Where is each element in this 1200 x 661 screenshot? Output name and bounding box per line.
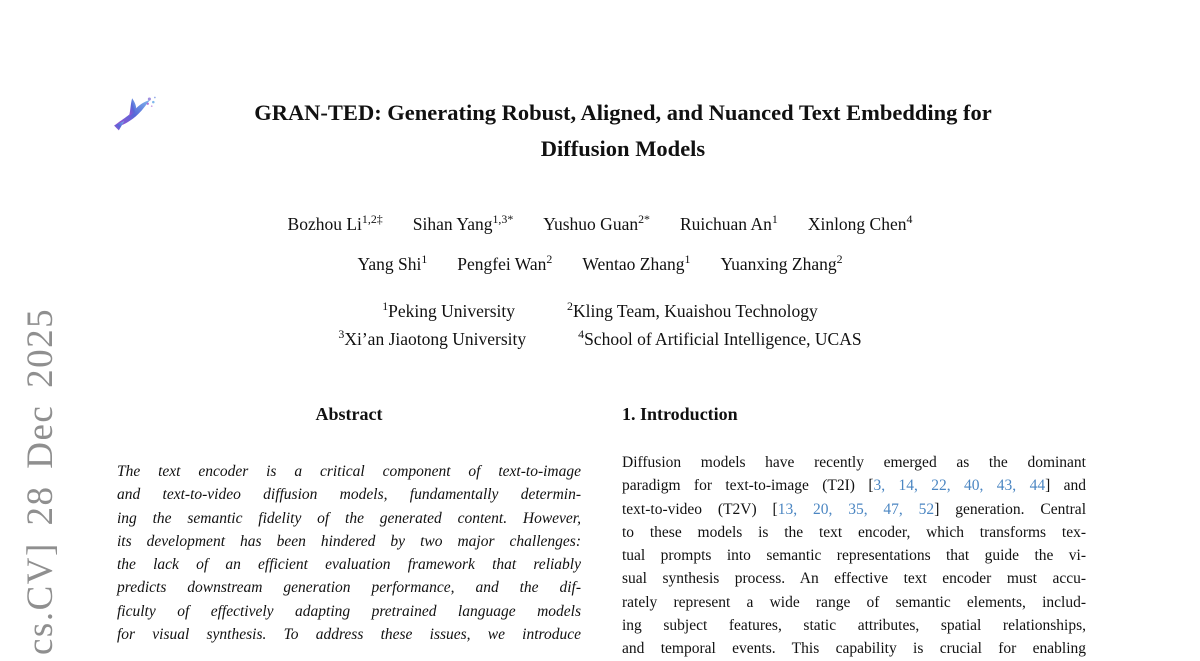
author-superscript: 4 xyxy=(906,212,913,227)
text-run: and temporal events. This capability is crucial for enabling xyxy=(622,640,1086,658)
introduction-line xyxy=(622,614,1086,637)
author-superscript: 1 xyxy=(421,252,428,267)
author-name: Yang Shi$^1$ xyxy=(357,252,428,274)
author-name: Pengfei Wan$^2$ xyxy=(457,252,553,274)
text-run: Diffusion models have recently emerged as the dominant xyxy=(622,454,1086,471)
abstract-line: and text-to-video diffusion models, fundamentally determin- xyxy=(117,486,581,504)
affiliation-item: $^2$Kling Team, Kuaishou Technology xyxy=(567,299,818,321)
introduction-line xyxy=(622,521,1086,544)
text-run: ] generation. Central xyxy=(934,500,1086,518)
affiliation-item: $^4$School of Artificial Intelligence, UCAS xyxy=(578,327,862,349)
text-run: ing subject features, static attributes, spatial relationships, xyxy=(622,617,1086,635)
author-block xyxy=(0,211,1200,277)
paper-title-line2: Diffusion Models xyxy=(540,136,706,161)
introduction-heading: 1. Introduction xyxy=(622,404,738,424)
abstract-section xyxy=(117,402,581,646)
abstract-line: The text encoder is a critical component of text-to-image xyxy=(117,463,581,480)
introduction-line xyxy=(622,498,1086,521)
abstract-line: the lack of an efficient evaluation framework that reliably xyxy=(117,556,581,574)
abstract-text xyxy=(117,460,581,646)
affiliation-superscript: 1 xyxy=(382,299,389,314)
citation-link[interactable]: 3, 14, 22, 40, 43, 44 xyxy=(873,477,1046,495)
author-superscript: 2 xyxy=(836,252,843,267)
affiliation-superscript: 3 xyxy=(338,327,345,342)
introduction-line xyxy=(622,591,1086,614)
author-superscript: 2 xyxy=(546,252,553,267)
author-name: Sihan Yang$^{1,3*}$ xyxy=(412,212,514,234)
text-run: ] and xyxy=(1045,477,1087,495)
introduction-line xyxy=(622,637,1086,660)
text-run: rately represent a wide range of semantic elements, includ- xyxy=(622,593,1086,611)
text-run: tual prompts into semantic representations that guide the vi- xyxy=(622,547,1086,565)
affiliation-superscript: 4 xyxy=(578,327,585,342)
introduction-line xyxy=(622,451,1086,474)
abstract-line: for visual synthesis. To address these issues, we introduce xyxy=(117,626,581,644)
author-superscript: 1,3* xyxy=(492,212,514,227)
author-superscript: 1,2‡ xyxy=(361,212,383,227)
affiliation-row-1 xyxy=(0,297,1200,325)
citation-link[interactable]: 13, 20, 35, 47, 52 xyxy=(777,500,935,518)
author-name: Ruichuan An$^1$ xyxy=(679,212,778,234)
paper-title-line1: GRAN-TED: Generating Robust, Aligned, and Nuanced Text Embedding for xyxy=(254,100,992,125)
author-name: Yushuo Guan$^{2*}$ xyxy=(543,212,650,234)
abstract-line: ing the semantic fidelity of the generated content. However, xyxy=(117,509,581,527)
text-run: paradigm for text-to-image (T2I) [ xyxy=(622,477,874,495)
arxiv-watermark: cs.CV] 28 Dec 2025 xyxy=(20,307,61,655)
abstract-line: its development has been hindered by two major challenges: xyxy=(117,532,581,550)
author-row-1 xyxy=(0,211,1200,237)
text-run: to these models is the text encoder, which transforms tex- xyxy=(622,523,1086,541)
abstract-heading: Abstract xyxy=(315,404,383,424)
author-superscript: 1 xyxy=(684,252,691,267)
introduction-line xyxy=(622,474,1086,497)
abstract-line: predicts downstream generation performance, and the dif- xyxy=(117,579,581,597)
author-name: Bozhou $Li^{1,2\ddagger}$ xyxy=(287,212,383,234)
affiliation-row-2 xyxy=(0,325,1200,353)
author-row-2 xyxy=(0,251,1200,277)
affiliation-item: $^1$Peking University xyxy=(382,299,516,321)
introduction-line xyxy=(622,567,1086,590)
affiliation-superscript: 2 xyxy=(567,299,573,314)
introduction-text xyxy=(622,451,1086,661)
introduction-line xyxy=(622,544,1086,567)
affiliation-item: $^3$Xi’an Jiaotong University xyxy=(338,327,527,349)
author-name: Wentao Zhang$^1$ xyxy=(582,252,691,274)
affiliation-block xyxy=(0,297,1200,353)
author-superscript: 1 xyxy=(771,212,778,227)
author-superscript: 2* xyxy=(638,212,650,227)
introduction-section xyxy=(622,402,1086,661)
text-run: sual synthesis process. An effective text encoder must accu- xyxy=(622,570,1086,588)
paper-title xyxy=(0,95,1200,167)
abstract-line: ficulty of effectively adapting pretrained language models xyxy=(117,602,581,620)
text-run: text-to-video (T2V) [ xyxy=(622,500,778,518)
author-name: Yuanxing Zhang$^2$ xyxy=(720,252,843,274)
author-name: Xinlong Chen$^4$ xyxy=(807,212,913,234)
